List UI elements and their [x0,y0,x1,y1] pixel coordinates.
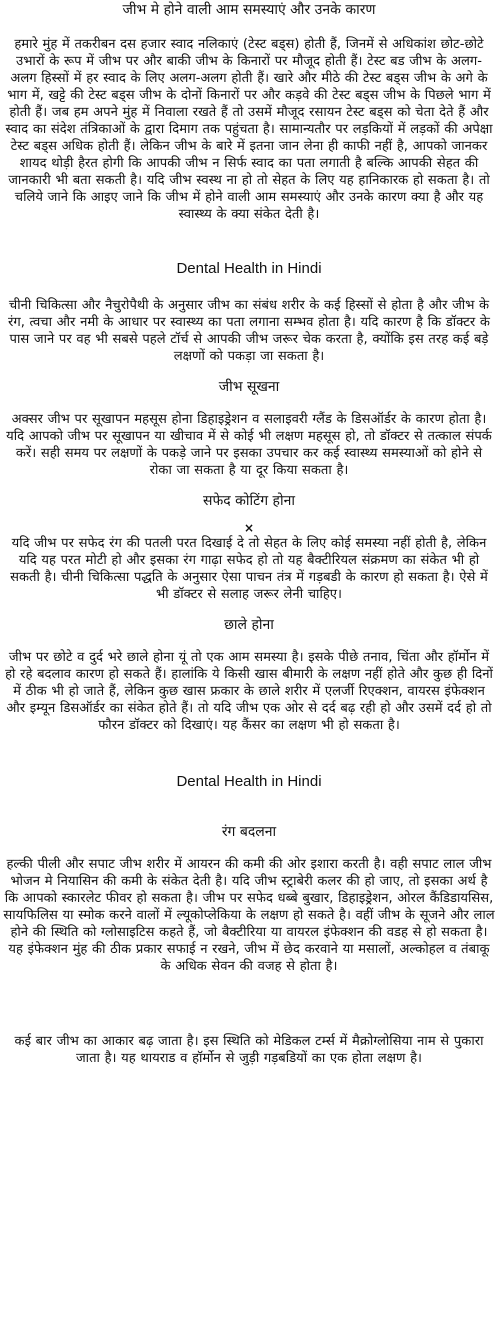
blisters-paragraph: जीभ पर छोटे व दुर्द भरे छाले होना यूं तो एक आम समस्या है। इसके पीछे तनाव, चिंता और हॉर्मोन में हो रहे बदलाव कारण हो सकते हैं। हालांकि ये किसी खास बीमारी के लक्षण नहीं होते और कुछ ही दिनों में ठीक भी हो जाते हैं, लेकिन कुछ खास फ्रकार के छाले शरीर में एलर्जी रिएक्शन, वायरस इंफेक्शन और इम्यून डिसऑर्डर का संकेत होते हैं। तो यदि जीभ एक ओर से दर्द बढ़ रही हो और उसमें दर्द हो तो फौरन डॉक्टर को दिखाएं। यह कैंसर का लक्षण भी हो सकता है। [5,650,493,733]
chinese-medicine-paragraph: चीनी चिकित्सा और नैचुरोपैथी के अनुसार जीभ का संबंध शरीर के कई हिस्सों से होता है और जीभ के रंग, त्वचा और नमी के आधार पर स्वास्थ्य का पता लगाना सम्भव होता है। यदि कारण है कि डॉक्टर के पास जाने पर वह भी सबसे पहले टॉर्च से आपकी जीभ जरूर चेक करता है, क्योंकि इस तरह कई बड़े लक्षणों को पकड़ा जा सकता है। [7,298,490,364]
macroglossia-paragraph: कई बार जीभ का आकार बढ़ जाता है। इस स्थिति को मेडिकल टर्म्स में मैक्रोग्लोसिया नाम से पुकारा जाता है। यह थायराड व हॉर्मोन से जुड़ी गड़बडियों का एक होता लक्षण है। [14,1034,484,1066]
color-change-title: रंग बदलना [221,824,277,840]
intro-paragraph: हमारे मुंह में तकरीबन दस हजार स्वाद नलिकाएं (टेस्ट बड्स) होती हैं, जिनमें से अधिकांश छोट-छोटे उभारों के रूप में जीभ पर और बाकी जीभ के किनारों पर मौजूद होती हैं। टेस्ट बड जीभ के अलग-अलग हिस्सों में हर स्वाद के लिए अलग-अलग होती हैं। खारे और मीठे की टेस्ट बड्स जीभ के अगे के भाग में, खट्टे की टेस्ट बड्स जीभ के दोनों किनारों पर और कड़वे की टेस्ट बड्स जीभ के पिछले भाग में होती हैं। जब हम अपने मुंह में निवाला रखते हैं तो उसमें मौजूद रसायन टेस्ट बड्स को चेता देते हैं और स्वाद का संदेश तंत्रिकाओं के द्वारा दिमाग तक पहुंचता है। सामान्यतौर पर लड़कियों में लड़कों की अपेक्षा टेस्ट बड्स अधिक होती हैं। लेकिन जीभ के बारे में इतना जान लेना ही काफी नहीं है, आपको जानकर शायद थोड़ी हैरत होगी कि आपकी जीभ न सिर्फ स्वाद का पता लगाती है बल्कि आपकी सेहत की जानकारी भी बता सकती है। यदि जीभ स्वस्थ ना हो तो सेहत के लिए यह हानिकारक हो सकता है। तो चलिये जाने कि आइए जाने कि जीभ में होने वाली आम समस्याएं और उनके कारण क्या है और यह स्वास्थ्य के क्या संकेत देती है। [5,37,493,222]
blisters-title: छाले होना [224,617,274,633]
close-icon[interactable]: × [243,521,255,535]
dental-health-banner: Dental Health in Hindi [176,260,322,277]
dental-health-banner-2: Dental Health in Hindi [176,773,322,790]
white-coating-paragraph: यदि जीभ पर सफेद रंग की पतली परत दिखाई दे तो सेहत के लिए कोई समस्या नहीं होती है, लेकिन यदि यह परत मोटी हो और इसका रंग गाढ़ा सफेद हो तो यह बैक्टीरियल संक्रमण का संकेत भी हो सकती है। चीनी चिकित्सा पद्धति के अनुसार ऐसा पाचन तंत्र में गड़बडी के कारण हो सकता है। ऐसे में भी डॉक्टर से सलाह जरूर लेनी चाहिए। [10,536,488,602]
white-coating-title: सफेद कोटिंग होना [203,493,295,509]
dry-tongue-paragraph: अक्सर जीभ पर सूखापन महसूस होना डिहाइड्रेशन व सलाइवरी ग्लैंड के डिसऑर्डर के कारण होता है। यदि आपको जीभ पर सूखापन या खीचाव में से कोई भी लक्षण महसूस हो, तो डॉक्टर से तत्काल संपर्क करें। सही समय पर लक्षणों के पकड़े जाने पर इसका उपचार कर कई स्वास्थ्य समस्याओं को होने से रोका जा सकता है या दूर किया सकता है। [6,412,492,478]
dry-tongue-title: जीभ सूखना [218,379,280,395]
intro-title: जीभ मे होने वाली आम समस्याएं और उनके कारण [122,2,376,18]
color-change-paragraph: हल्की पीली और सपाट जीभ शरीर में आयरन की कमी की ओर इशारा करती है। वही सपाट लाल जीभ भोजन मे नियासिन की कमी के संकेत देती है। यदि जीभ स्ट्राबेरी कलर की हो जाए, तो इसका अर्थ है कि आपको स्कारलेट फीवर हो सकता है। जीभ पर सफेद धब्बे बुखार, डिहाइड्रेशन, ओरल कैंडिडायसिस, सायफिलिस या स्मोक करने वालों में ल्यूकोप्लेकिया के लक्षण हो सकते है। वहीं जीभ के सूजने और लाल होने की स्थिति को ग्लोसाइटिस कहते हैं, जो बैक्टीरिया या वायरल इंफेक्शन की वडह से हो सकता है। यह इंफेक्शन मुंह की ठीक प्रकार सफाई न रखने, जीभ में छेद करवाने या मसालों, अल्कोहल व तंबाकू के अधिक सेवन की वजह से होता है। [3,857,495,974]
